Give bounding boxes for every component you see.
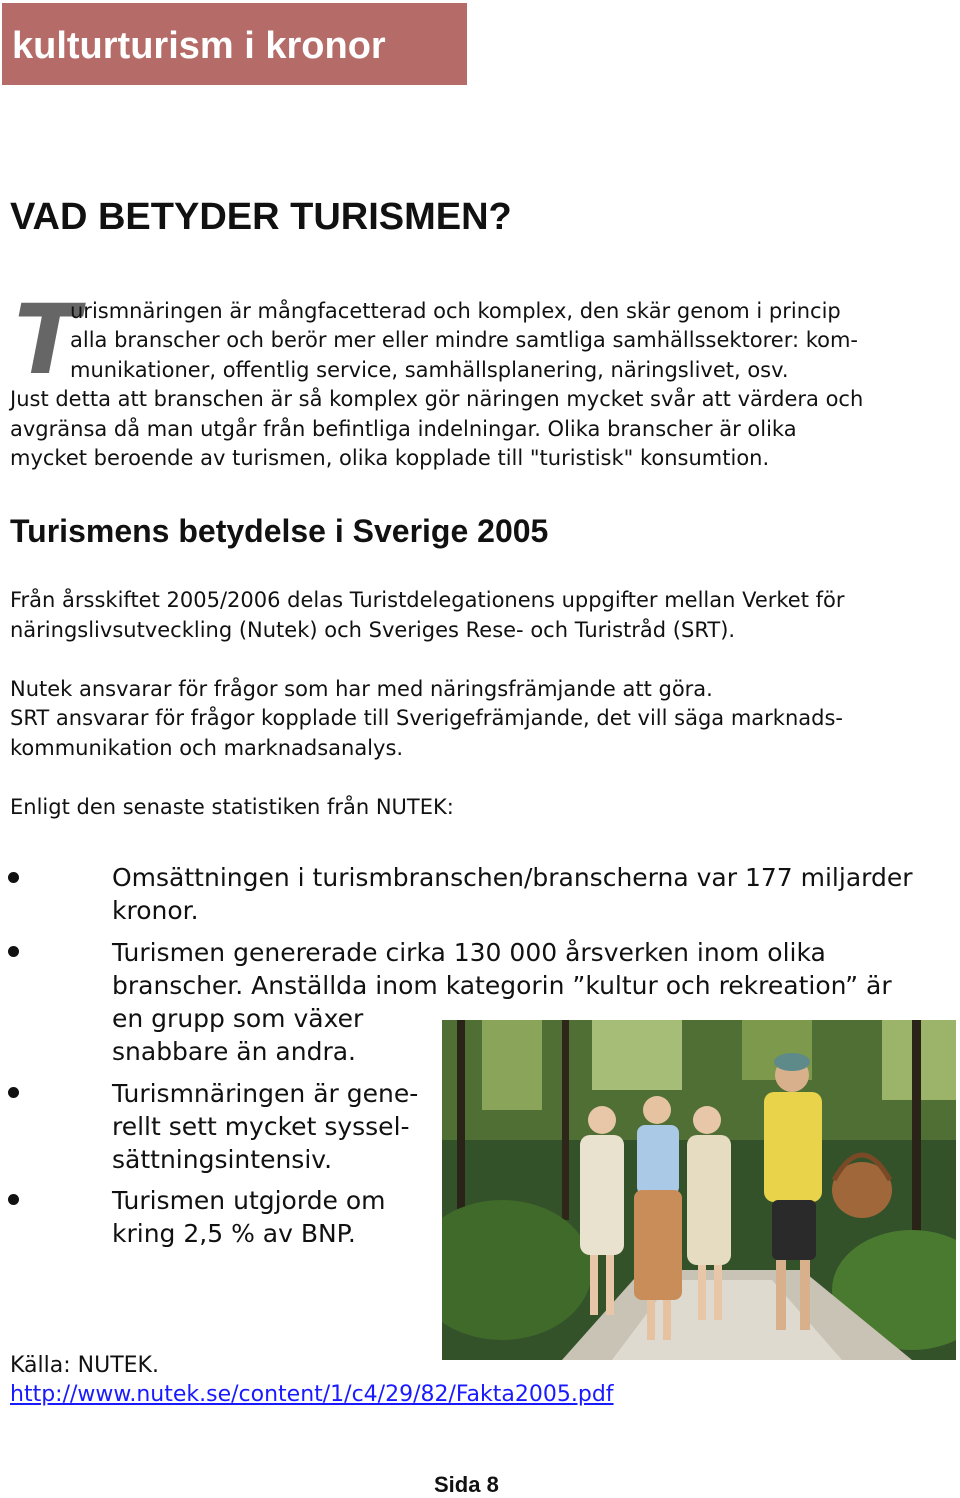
intro-line: alla branscher och berör mer eller mindre samtliga samhällssektorer: kom- xyxy=(70,328,859,352)
source-label: Källa: NUTEK. xyxy=(10,1353,159,1378)
intro-line: mycket beroende av turismen, olika kopplade till "turistisk" konsumtion. xyxy=(10,446,770,470)
bullet-line: sättningsintensiv. xyxy=(112,1145,333,1174)
bullet-line: en grupp som växer xyxy=(112,1004,364,1033)
intro-line: avgränsa då man utgår från befintliga indelningar. Olika branscher är olika xyxy=(10,417,797,441)
bullet-dot xyxy=(8,1194,19,1205)
page-heading: VAD BETYDER TURISMEN? xyxy=(10,196,512,238)
bullet-line: Turismen genererade cirka 130 000 årsverken inom olika xyxy=(112,938,826,967)
paragraph-line: SRT ansvarar för frågor kopplade till Sverigefrämjande, det vill säga marknads- xyxy=(10,706,843,730)
bullet-dot xyxy=(8,946,19,957)
bullet-line: Omsättningen i turismbranschen/branscherna var 177 miljarder xyxy=(112,863,913,892)
intro-line: urismnäringen är mångfacetterad och komplex, den skär genom i princip xyxy=(70,299,841,323)
bullet-line: kring 2,5 % av BNP. xyxy=(112,1219,356,1248)
header-banner xyxy=(2,3,467,85)
bullet-line: branscher. Anställda inom kategorin ”kultur och rekreation” är xyxy=(112,971,892,1000)
bullet-line: Turismnäringen är gene- xyxy=(112,1079,419,1108)
page-number: Sida 8 xyxy=(434,1472,499,1497)
paragraph-line: Enligt den senaste statistiken från NUTEK: xyxy=(10,795,454,819)
bullet-dot xyxy=(8,872,19,883)
photo-illustration xyxy=(442,1020,956,1360)
paragraph-line: Nutek ansvarar för frågor som har med näringsfrämjande att göra. xyxy=(10,677,713,701)
intro-line: Just detta att branschen är så komplex gör näringen mycket svår att värdera och xyxy=(10,387,864,411)
intro-line: munikationer, offentlig service, samhällsplanering, näringslivet, osv. xyxy=(70,358,789,382)
banner-title: kulturturism i kronor xyxy=(12,25,386,67)
bullet-line: kronor. xyxy=(112,896,199,925)
paragraph-line: näringslivsutveckling (Nutek) och Sveriges Rese- och Turistråd (SRT). xyxy=(10,618,736,642)
paragraph-line: Från årsskiftet 2005/2006 delas Turistdelegationens uppgifter mellan Verket för xyxy=(10,588,845,612)
drop-cap: T xyxy=(14,284,80,396)
forest-walk-photo xyxy=(442,1020,956,1360)
bullet-dot xyxy=(8,1087,19,1098)
paragraph-line: kommunikation och marknadsanalys. xyxy=(10,736,404,760)
bullet-line: Turismen utgjorde om xyxy=(112,1186,386,1215)
bullet-line: snabbare än andra. xyxy=(112,1037,356,1066)
bullet-line: rellt sett mycket syssel- xyxy=(112,1112,410,1141)
section-heading: Turismens betydelse i Sverige 2005 xyxy=(10,513,549,549)
source-link[interactable]: http://www.nutek.se/content/1/c4/29/82/Fakta2005.pdf xyxy=(10,1382,614,1407)
